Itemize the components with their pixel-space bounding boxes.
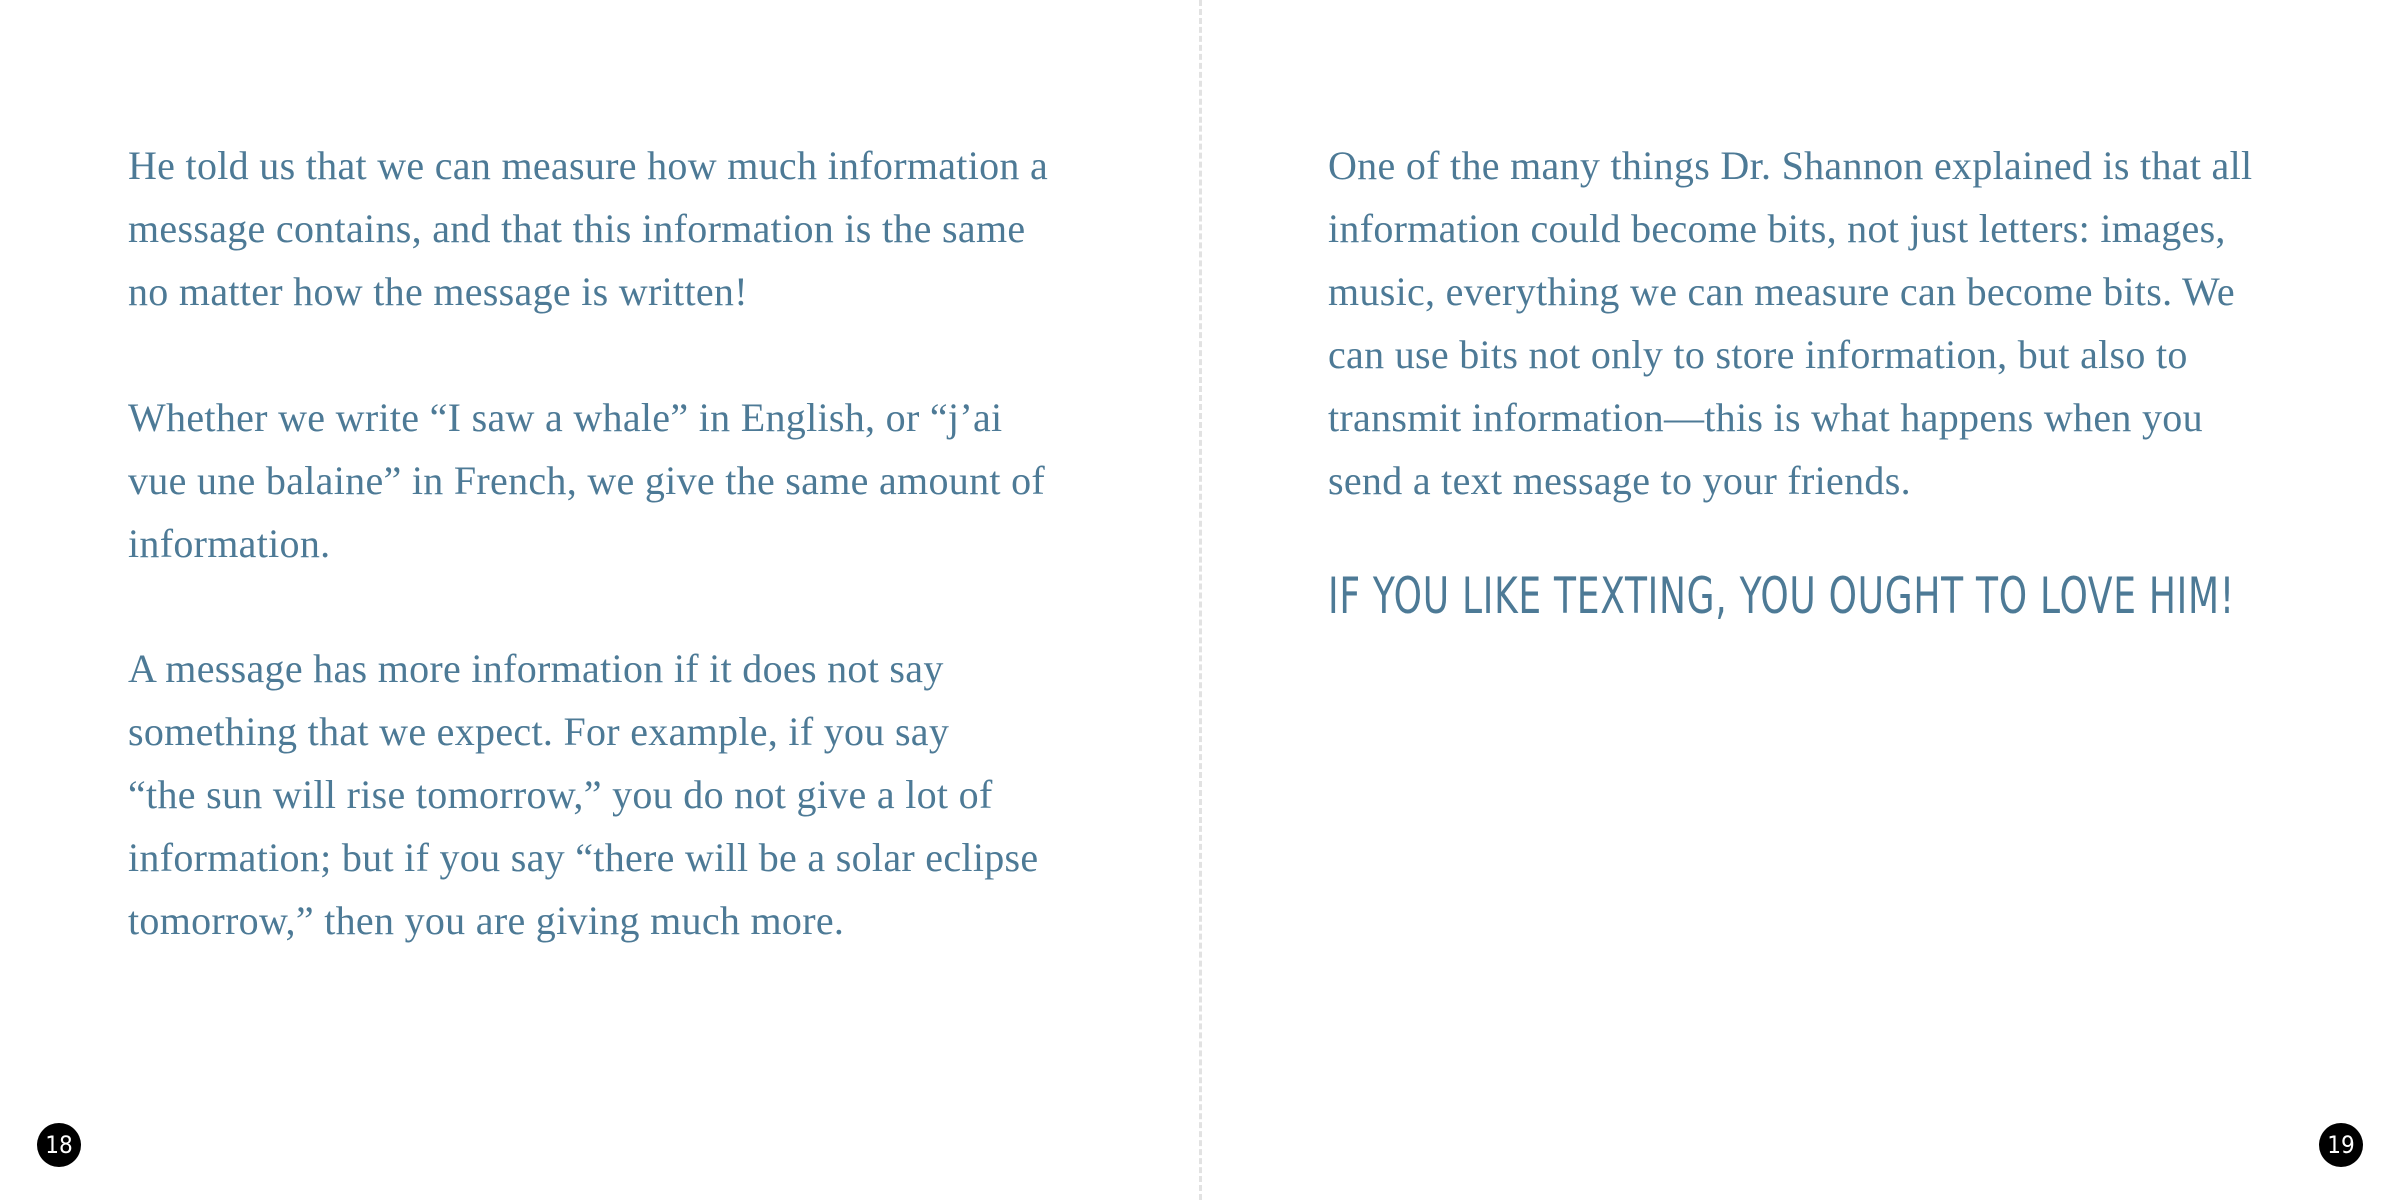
page-number-badge-left: 18 [37,1123,81,1167]
headline-texting: IF YOU LIKE TEXTING, YOU OUGHT TO LOVE HIM! [1328,567,2235,625]
paragraph-eclipse-example: A message has more information if it does not say something that we expect. For example, if you say “the sun will rise tomorrow,” you do not give a lot of information; but if you say “there will be a solar eclipse tomorrow,” then you are giving much more. [128,646,1039,943]
page-number-badge-right: 19 [2319,1123,2363,1167]
paragraph-whale-example: Whether we write “I saw a whale” in English, or “j’ai vue une balaine” in French, we give the same amount of information. [128,395,1046,566]
right-page [1200,0,2400,1200]
paragraph-bits-explanation: One of the many things Dr. Shannon explained is that all information could become bits, not just letters: images, music, everything we can measure can become bits. We can use bits not only to store information, but also to transmit information—this is what happens when you send a text message to your friends. [1328,143,2253,503]
paragraph-information-measure: He told us that we can measure how much information a message contains, and that this information is the same no matter how the message is written! [128,143,1049,314]
